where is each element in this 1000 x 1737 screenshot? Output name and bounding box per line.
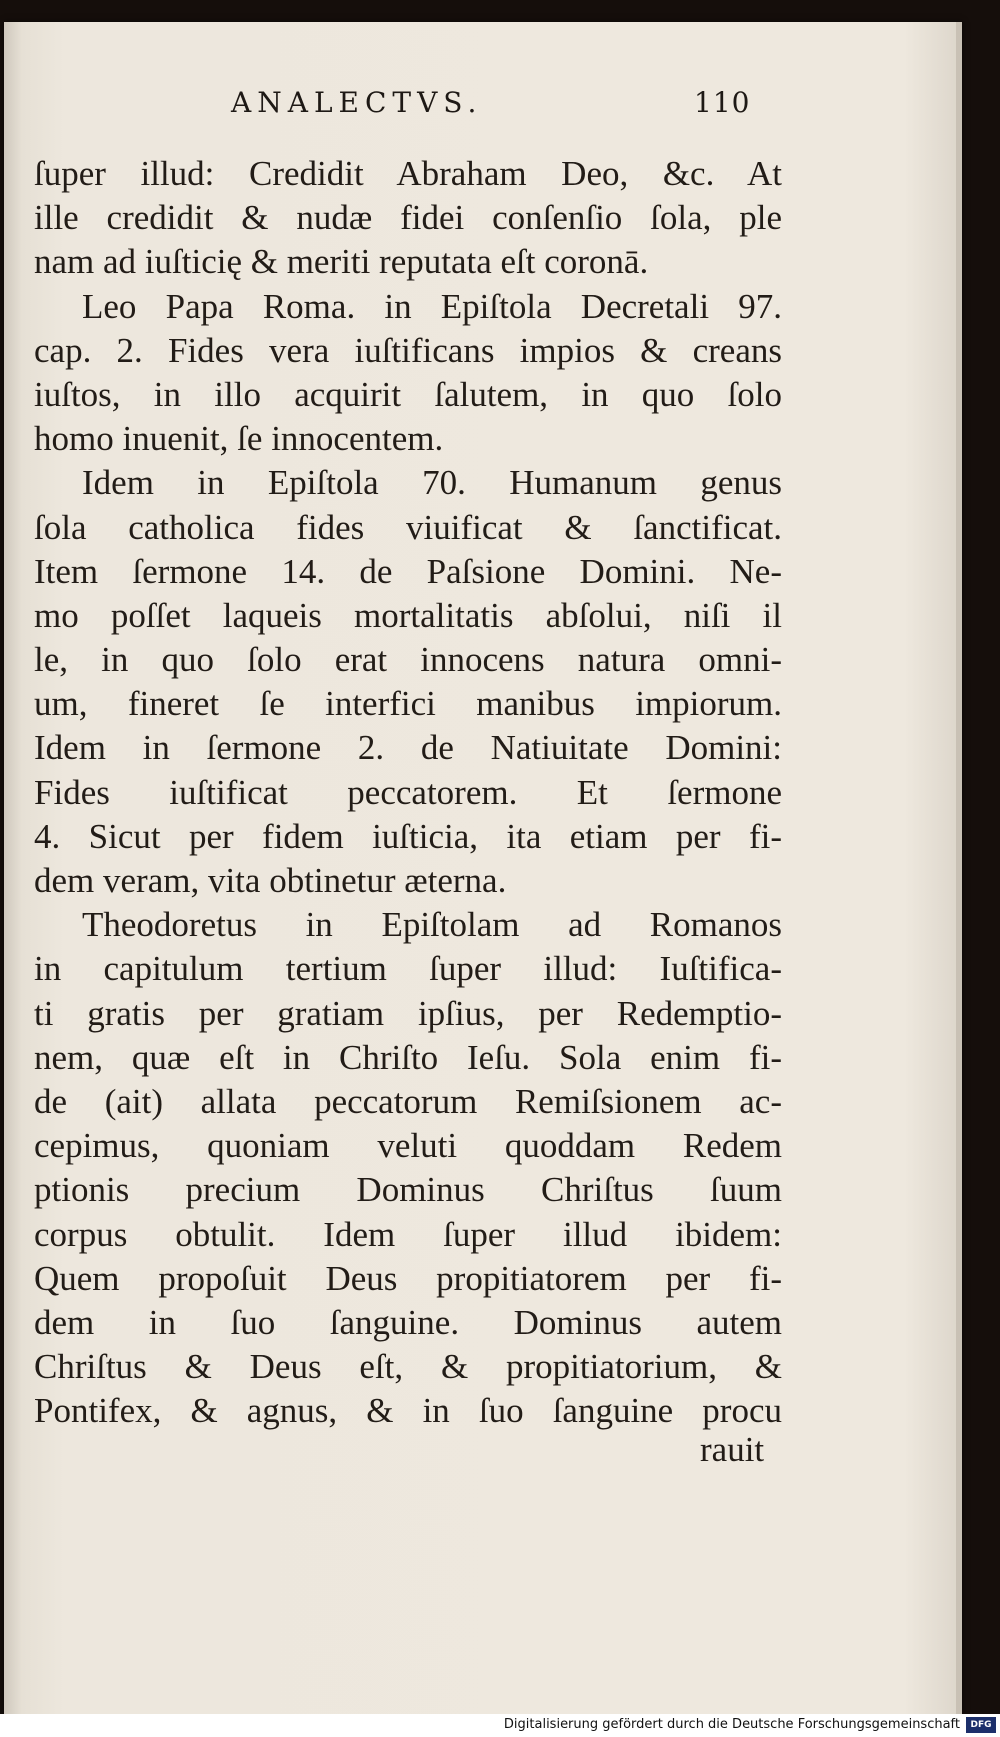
text-line: Quem propoſuit Deus propitiatorem per fi- bbox=[34, 1258, 782, 1298]
text-line: in capitulum tertium ſuper illud: Iuſtifica- bbox=[34, 949, 782, 989]
paragraph-start-line: Idem in Epiſtola 70. Humanum genus bbox=[82, 463, 782, 503]
text-line: nem, quæ eſt in Chriſto Ieſu. Sola enim fi- bbox=[34, 1037, 782, 1077]
catchword: rauit bbox=[700, 1430, 765, 1469]
running-head bbox=[4, 82, 962, 132]
paragraph-start-line: Leo Papa Roma. in Epiſtola Decretali 97. bbox=[82, 286, 782, 326]
text-line: de (ait) allata peccatorum Remiſsionem ac- bbox=[34, 1081, 782, 1121]
dfg-logo-icon: DFG bbox=[966, 1717, 996, 1733]
running-head-title: ANALECTVS. bbox=[231, 86, 483, 119]
page-edge bbox=[956, 22, 962, 1714]
text-line: ſola catholica fides viuificat & ſanctificat. bbox=[34, 507, 782, 547]
text-line: 4. Sicut per fidem iuſticia, ita etiam per fi- bbox=[34, 816, 782, 856]
text-line: Chriſtus & Deus eſt, & propitiatorium, & bbox=[34, 1347, 782, 1387]
page-number: 110 bbox=[694, 86, 751, 119]
text-line: homo inuenit, ſe innocentem. bbox=[34, 419, 444, 459]
funding-credit: Digitalisierung gefördert durch die Deutsche Forschungsgemeinschaft bbox=[503, 1717, 960, 1732]
text-line: ti gratis per gratiam ipſius, per Redemptio- bbox=[34, 993, 782, 1033]
text-line: iuſtos, in illo acquirit ſalutem, in quo ſolo bbox=[34, 374, 782, 414]
text-line: Fides iuſtificat peccatorem. Et ſermone bbox=[34, 772, 782, 812]
text-line: mo poſſet laqueis mortalitatis abſolui, niſi il bbox=[34, 595, 782, 635]
text-line: Pontifex, & agnus, & in ſuo ſanguine procu bbox=[34, 1391, 782, 1431]
text-line: dem in ſuo ſanguine. Dominus autem bbox=[34, 1302, 782, 1342]
text-line: le, in quo ſolo erat innocens natura omni- bbox=[34, 640, 782, 680]
book-page bbox=[4, 22, 962, 1714]
text-line: Item ſermone 14. de Paſsione Domini. Ne- bbox=[34, 551, 782, 591]
text-line: corpus obtulit. Idem ſuper illud ibidem: bbox=[34, 1214, 782, 1254]
text-line: cap. 2. Fides vera iuſtificans impios & creans bbox=[34, 330, 782, 370]
digitization-footer bbox=[0, 1714, 1000, 1737]
paragraph-start-line: Theodoretus in Epiſtolam ad Romanos bbox=[82, 905, 782, 945]
text-line: ptionis precium Dominus Chriſtus ſuum bbox=[34, 1170, 782, 1210]
text-line: cepimus, quoniam veluti quoddam Redem bbox=[34, 1126, 782, 1166]
body-text bbox=[34, 152, 782, 1433]
text-line: ille credidit & nudæ fidei conſenſio ſola, ple bbox=[34, 198, 782, 238]
text-line: ſuper illud: Credidit Abraham Deo, &c. At bbox=[34, 154, 782, 193]
text-line: dem veram, vita obtinetur æterna. bbox=[34, 861, 507, 900]
text-line: um, fineret ſe interfici manibus impiorum. bbox=[34, 684, 782, 724]
text-line: nam ad iuſticię & meriti reputata eſt coronā. bbox=[34, 242, 649, 282]
text-line: Idem in ſermone 2. de Natiuitate Domini: bbox=[34, 728, 782, 768]
